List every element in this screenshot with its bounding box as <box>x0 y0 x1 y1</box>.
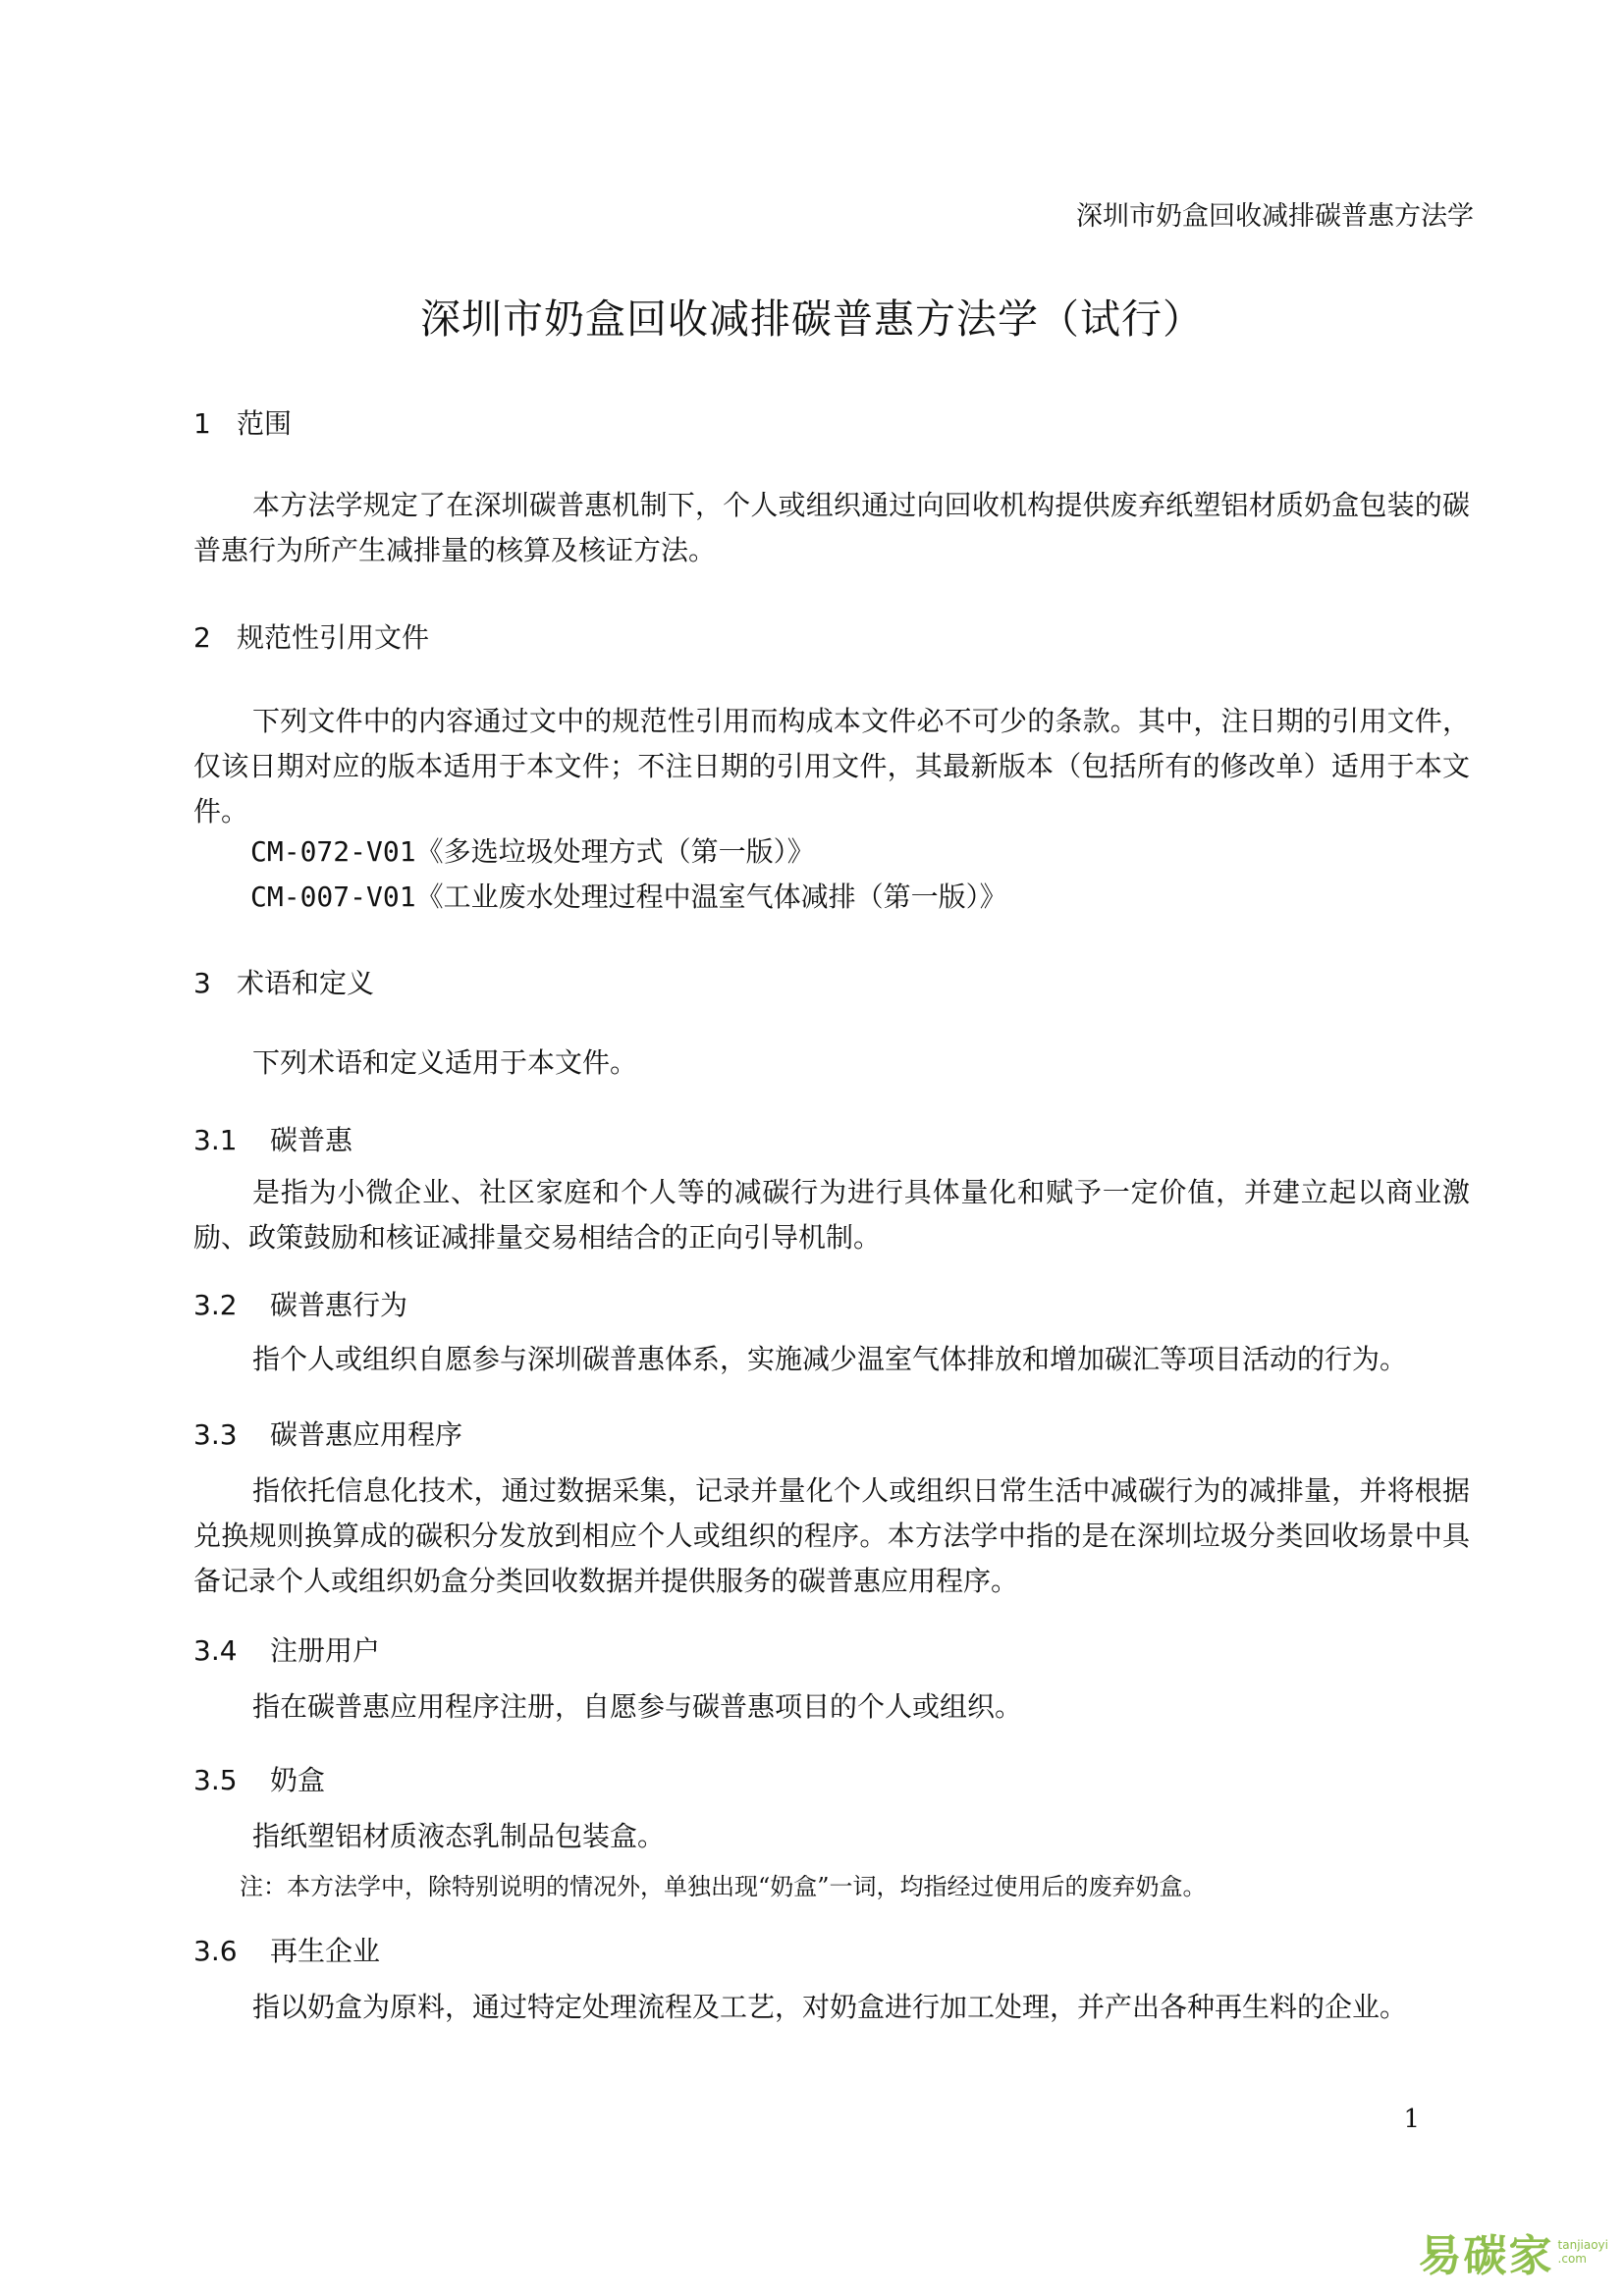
section-3-4-paragraph <box>193 1684 1470 1730</box>
section-3-heading <box>193 962 374 1001</box>
section-number: 3 <box>193 967 211 999</box>
section-2-heading <box>193 616 429 656</box>
section-title: 奶盒 <box>270 1764 326 1796</box>
section-3-5-paragraph <box>193 1814 1470 1859</box>
section-title: 术语和定义 <box>237 967 375 999</box>
section-number: 3.6 <box>193 1935 238 1967</box>
watermark-domain-tld: .com <box>1557 2252 1587 2266</box>
reference-item: CM-007-V01《工业废水处理过程中温室气体减排（第一版）》 <box>250 881 1007 913</box>
section-3-2-paragraph <box>193 1337 1470 1382</box>
section-number: 3.2 <box>193 1289 238 1321</box>
section-3-1-paragraph <box>193 1170 1470 1260</box>
paragraph-text: 本方法学规定了在深圳碳普惠机制下，个人或组织通过向回收机构提供废弃纸塑铝材质奶盒包装的碳普惠行为所产生减排量的核算及核证方法。 <box>193 489 1470 566</box>
paragraph-text: 是指为小微企业、社区家庭和个人等的减碳行为进行具体量化和赋予一定价值，并建立起以商业激励、政策鼓励和核证减排量交易相结合的正向引导机制。 <box>193 1176 1470 1254</box>
section-1-heading <box>193 402 292 442</box>
section-3-4-heading <box>193 1629 380 1669</box>
paragraph-text: 指依托信息化技术，通过数据采集，记录并量化个人或组织日常生活中减碳行为的减排量，并将根据兑换规则换算成的碳积分发放到相应个人或组织的程序。本方法学中指的是在深圳垃圾分类回收场景中具备记录个人或组织奶盒分类回收数据并提供服务的碳普惠应用程序。 <box>193 1474 1470 1597</box>
page-number: 1 <box>1403 2105 1420 2134</box>
section-title: 范围 <box>237 407 293 440</box>
section-3-paragraph <box>193 1041 1470 1086</box>
section-title: 碳普惠应用程序 <box>270 1418 463 1451</box>
section-3-5-note: 注：本方法学中，除特别说明的情况外，单独出现“奶盒”一词，均指经过使用后的废弃奶盒。 <box>240 1873 1207 1900</box>
section-number: 3.1 <box>193 1124 238 1156</box>
section-3-5-heading <box>193 1759 325 1798</box>
paragraph-text: 下列文件中的内容通过文中的规范性引用而构成本文件必不可少的条款。其中，注日期的引用文件，仅该日期对应的版本适用于本文件；不注日期的引用文件，其最新版本（包括所有的修改单）适用于本文件。 <box>193 705 1470 828</box>
section-title: 碳普惠行为 <box>270 1289 408 1321</box>
watermark-text: 易碳家 <box>1418 2231 1554 2281</box>
section-3-6-paragraph <box>193 1985 1470 2030</box>
section-title: 再生企业 <box>270 1935 381 1967</box>
running-header: 深圳市奶盒回收减排碳普惠方法学 <box>1076 201 1474 232</box>
section-number: 3.3 <box>193 1418 238 1451</box>
section-3-2-heading <box>193 1284 407 1323</box>
section-3-3-heading <box>193 1414 462 1453</box>
section-title: 规范性引用文件 <box>237 621 430 654</box>
reference-item: CM-072-V01《多选垃圾处理方式（第一版）》 <box>250 835 815 868</box>
document-title: 深圳市奶盒回收减排碳普惠方法学（试行） <box>420 295 1204 343</box>
section-3-1-heading <box>193 1119 352 1158</box>
paragraph-text: 指个人或组织自愿参与深圳碳普惠体系，实施减少温室气体排放和增加碳汇等项目活动的行为。 <box>252 1343 1408 1375</box>
watermark-domain-name: tanjiaoyi <box>1557 2238 1608 2252</box>
section-title: 碳普惠 <box>270 1124 353 1156</box>
paragraph-text: 指在碳普惠应用程序注册，自愿参与碳普惠项目的个人或组织。 <box>252 1690 1023 1723</box>
section-2-paragraph <box>193 699 1470 834</box>
section-title: 注册用户 <box>270 1634 381 1667</box>
section-3-3-paragraph <box>193 1468 1470 1604</box>
section-3-6-heading <box>193 1930 380 1969</box>
section-number: 2 <box>193 621 211 654</box>
paragraph-text: 指以奶盒为原料，通过特定处理流程及工艺，对奶盒进行加工处理，并产出各种再生料的企业。 <box>252 1991 1408 2023</box>
watermark-domain <box>1558 2238 1608 2266</box>
watermark-logo <box>1419 2220 1608 2283</box>
section-number: 3.5 <box>193 1764 238 1796</box>
section-1-paragraph <box>193 483 1470 573</box>
paragraph-text: 下列术语和定义适用于本文件。 <box>252 1046 638 1079</box>
paragraph-text: 指纸塑铝材质液态乳制品包装盒。 <box>252 1820 666 1852</box>
section-number: 3.4 <box>193 1634 238 1667</box>
section-number: 1 <box>193 407 211 440</box>
